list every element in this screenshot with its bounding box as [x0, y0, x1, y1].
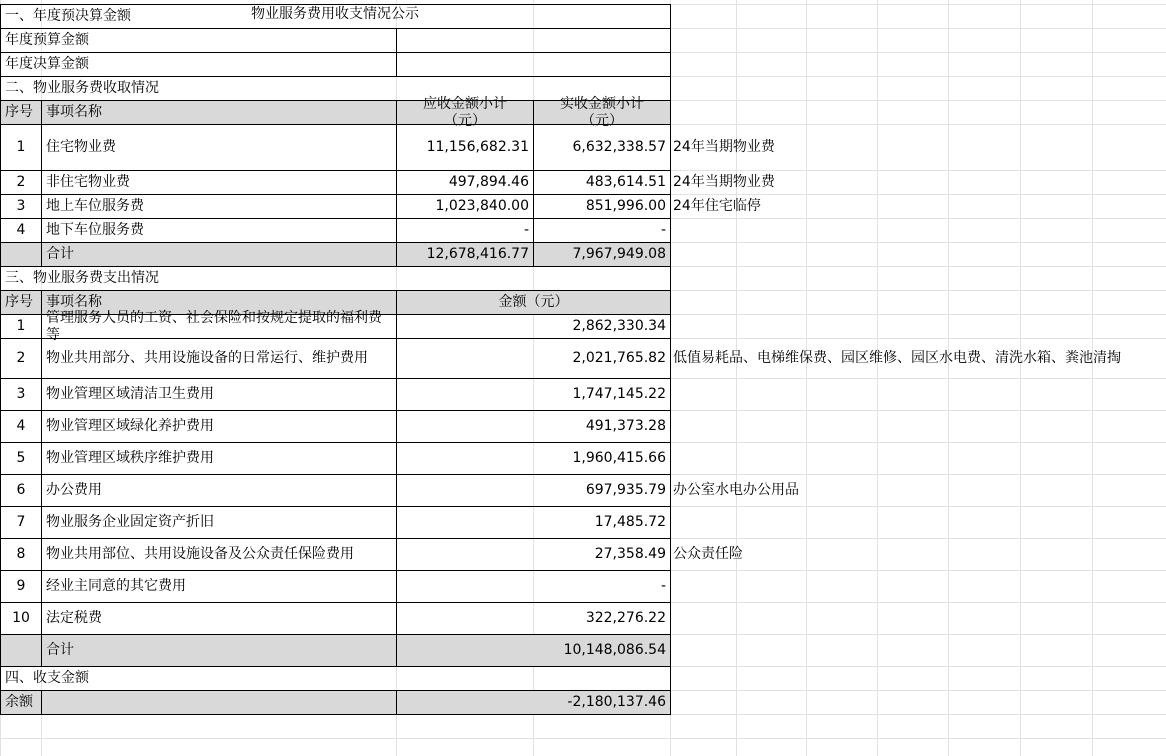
- income-total-due[interactable]: [396, 242, 534, 267]
- expense-row-amount-text: 1,960,415.66: [572, 450, 666, 466]
- col-header-name-text: 事项名称: [46, 294, 102, 310]
- income-row-no[interactable]: [0, 124, 42, 171]
- balance-label-text: 余额: [5, 694, 33, 710]
- expense-row-no[interactable]: [0, 474, 42, 507]
- col-header-received-text: 实收金额小计 （元）: [560, 95, 644, 129]
- income-row-name[interactable]: [41, 124, 397, 171]
- income-total-no[interactable]: [0, 242, 42, 267]
- income-row-due-text: 497,894.46: [448, 174, 529, 190]
- income-row-no-text: 3: [16, 198, 26, 214]
- expense-row-note-text: 公众责任险: [673, 545, 743, 562]
- expense-row-amount-text: 322,276.22: [585, 610, 666, 626]
- income-row-received[interactable]: [533, 124, 671, 171]
- income-row-name-text: 非住宅物业费: [46, 174, 130, 190]
- expense-row-amount-text: 2,862,330.34: [572, 318, 666, 334]
- income-total-received[interactable]: [533, 242, 671, 267]
- expense-row-note[interactable]: [670, 538, 1166, 570]
- income-row-name[interactable]: [41, 218, 397, 243]
- section1-heading[interactable]: [0, 4, 671, 29]
- expense-row-no[interactable]: [0, 506, 42, 539]
- expense-row-name[interactable]: [41, 474, 397, 507]
- expense-total-label[interactable]: [41, 634, 397, 667]
- expense-row-amount-text: 1,747,145.22: [572, 386, 666, 402]
- expense-row-note-text: 办公室水电办公用品: [673, 481, 799, 498]
- income-row-name-text: 地上车位服务费: [46, 198, 144, 214]
- expense-row-amount[interactable]: [396, 338, 671, 379]
- expense-row-name-text: 法定税费: [46, 610, 102, 626]
- income-total-received-text: 7,967,949.08: [572, 246, 666, 262]
- expense-row-name-text: 物业共用部分、共用设施设备的日常运行、维护费用: [46, 350, 368, 366]
- income-row-due-text: 1,023,840.00: [435, 198, 529, 214]
- expense-row-amount-text: 491,373.28: [585, 418, 666, 434]
- expense-row-name-text: 物业共用部位、共用设施设备及公众责任保险费用: [46, 546, 354, 562]
- col-header-name-text: 事项名称: [46, 104, 102, 120]
- page-title-text: 物业服务费用收支情况公示: [251, 5, 419, 22]
- section2-heading-text: 二、物业服务费收取情况: [5, 80, 159, 96]
- expense-row-name[interactable]: [41, 378, 397, 411]
- income-row-due-text: -: [523, 222, 529, 238]
- section1-heading-text: 一、年度预决算金额: [5, 8, 131, 24]
- income-row-no-text: 1: [16, 139, 26, 155]
- expense-row-amount[interactable]: [396, 378, 671, 411]
- expense-row-no-text: 1: [16, 318, 26, 334]
- income-row-received[interactable]: [533, 170, 671, 195]
- balance-label[interactable]: [0, 690, 42, 715]
- income-total-due-text: 12,678,416.77: [426, 246, 529, 262]
- income-row-no[interactable]: [0, 194, 42, 219]
- col-header-amount[interactable]: [396, 290, 671, 315]
- income-row-due[interactable]: [396, 218, 534, 243]
- expense-row-no-text: 6: [16, 482, 26, 498]
- col-header-name[interactable]: [41, 100, 397, 125]
- budget-value[interactable]: [396, 28, 671, 53]
- income-total-label-text: 合计: [46, 246, 74, 262]
- income-row-received-text: 483,614.51: [585, 174, 666, 190]
- expense-row-amount-text: 17,485.72: [594, 514, 666, 530]
- col-header-received[interactable]: [533, 95, 671, 129]
- section4-heading[interactable]: [0, 666, 671, 691]
- expense-row-note-text: 低值易耗品、电梯维保费、园区维修、园区水电费、清洗水箱、粪池清掏: [673, 349, 1121, 366]
- income-row-no[interactable]: [0, 170, 42, 195]
- expense-row-amount-text: 697,935.79: [585, 482, 666, 498]
- expense-row-no[interactable]: [0, 378, 42, 411]
- expense-row-no-text: 7: [16, 514, 26, 530]
- expense-row-name-text: 物业管理区域秩序维护费用: [46, 450, 214, 466]
- expense-total-label-text: 合计: [46, 642, 74, 658]
- col-header-due[interactable]: [396, 95, 534, 129]
- expense-row-no[interactable]: [0, 314, 42, 339]
- expense-row-no[interactable]: [0, 410, 42, 443]
- balance-spacer[interactable]: [41, 690, 397, 715]
- col-header-no-text: 序号: [5, 294, 33, 310]
- income-row-no-text: 2: [16, 174, 26, 190]
- income-row-note[interactable]: [670, 194, 806, 218]
- budget-label[interactable]: [0, 28, 397, 53]
- section3-heading-text: 三、物业服务费支出情况: [5, 270, 159, 286]
- budget-value[interactable]: [396, 52, 671, 77]
- expense-row-amount-text: -: [660, 578, 666, 594]
- expense-row-amount[interactable]: [396, 314, 671, 339]
- expense-row-name[interactable]: [41, 410, 397, 443]
- expense-row-name-text: 管理服务人员的工资、社会保险和按规定提取的福利费等: [46, 309, 382, 343]
- expense-row-no[interactable]: [0, 570, 42, 603]
- income-row-note-text: 24年当期物业费: [673, 138, 775, 155]
- balance-value-text: -2,180,137.46: [567, 694, 666, 710]
- expense-row-name[interactable]: [41, 338, 397, 379]
- expense-total-amount[interactable]: [396, 634, 671, 667]
- expense-row-note[interactable]: [670, 474, 1166, 506]
- expense-row-amount[interactable]: [396, 538, 671, 571]
- expense-row-name[interactable]: [41, 506, 397, 539]
- expense-row-note[interactable]: [670, 338, 1166, 378]
- income-row-received-text: -: [660, 222, 666, 238]
- expense-row-no[interactable]: [0, 538, 42, 571]
- income-total-label[interactable]: [41, 242, 397, 267]
- expense-row-amount[interactable]: [396, 602, 671, 635]
- expense-total-no[interactable]: [0, 634, 42, 667]
- income-row-note[interactable]: [670, 170, 806, 194]
- income-row-due[interactable]: [396, 170, 534, 195]
- income-row-received[interactable]: [533, 194, 671, 219]
- col-header-no[interactable]: [0, 100, 42, 125]
- expense-row-amount-text: 27,358.49: [594, 546, 666, 562]
- income-row-name-text: 地下车位服务费: [46, 222, 144, 238]
- expense-row-no-text: 9: [16, 578, 26, 594]
- expense-row-name-text: 物业服务企业固定资产折旧: [46, 514, 214, 530]
- expense-row-amount[interactable]: [396, 442, 671, 475]
- col-header-no-text: 序号: [5, 104, 33, 120]
- expense-row-no-text: 3: [16, 386, 26, 402]
- expense-row-name-text: 办公费用: [46, 482, 102, 498]
- income-row-received[interactable]: [533, 218, 671, 243]
- expense-row-no-text: 8: [16, 546, 26, 562]
- expense-row-no[interactable]: [0, 338, 42, 379]
- expense-row-amount[interactable]: [396, 474, 671, 507]
- budget-label-text: 年度预算金额: [5, 32, 89, 48]
- expense-total-amount-text: 10,148,086.54: [563, 642, 666, 658]
- expense-row-amount[interactable]: [396, 570, 671, 603]
- expense-row-no[interactable]: [0, 602, 42, 635]
- expense-row-amount[interactable]: [396, 410, 671, 443]
- income-row-no[interactable]: [0, 218, 42, 243]
- expense-row-name[interactable]: [41, 442, 397, 475]
- section4-heading-text: 四、收支金额: [5, 670, 89, 686]
- income-row-received-text: 851,996.00: [585, 198, 666, 214]
- col-header-amount-text: 金额（元）: [498, 294, 569, 310]
- expense-row-no[interactable]: [0, 442, 42, 475]
- income-row-name[interactable]: [41, 194, 397, 219]
- expense-row-no-text: 10: [12, 610, 30, 626]
- income-row-note[interactable]: [670, 124, 806, 170]
- income-row-no-text: 4: [16, 222, 26, 238]
- income-row-due[interactable]: [396, 124, 534, 171]
- income-row-name-text: 住宅物业费: [46, 139, 116, 155]
- expense-row-name-text: 物业管理区域绿化养护费用: [46, 418, 214, 434]
- col-header-no[interactable]: [0, 290, 42, 315]
- expense-row-name[interactable]: [41, 538, 397, 571]
- expense-row-amount-text: 2,021,765.82: [572, 350, 666, 366]
- budget-label-text: 年度决算金额: [5, 56, 89, 72]
- income-row-name[interactable]: [41, 170, 397, 195]
- income-row-note-text: 24年当期物业费: [673, 173, 775, 190]
- col-header-due-text: 应收金额小计 （元）: [423, 95, 507, 129]
- budget-label[interactable]: [0, 52, 397, 77]
- section3-heading[interactable]: [0, 266, 671, 291]
- expense-row-no-text: 5: [16, 450, 26, 466]
- income-row-note-text: 24年住宅临停: [673, 197, 761, 214]
- expense-row-name-text: 经业主同意的其它费用: [46, 578, 186, 594]
- income-row-received-text: 6,632,338.57: [572, 139, 666, 155]
- income-row-due-text: 11,156,682.31: [426, 139, 529, 155]
- expense-row-name-text: 物业管理区域清洁卫生费用: [46, 386, 214, 402]
- expense-row-no-text: 4: [16, 418, 26, 434]
- balance-value[interactable]: [396, 690, 671, 715]
- expense-row-name[interactable]: [41, 309, 397, 343]
- expense-row-name[interactable]: [41, 602, 397, 635]
- income-row-due[interactable]: [396, 194, 534, 219]
- expense-row-no-text: 2: [16, 350, 26, 366]
- expense-row-name[interactable]: [41, 570, 397, 603]
- expense-row-amount[interactable]: [396, 506, 671, 539]
